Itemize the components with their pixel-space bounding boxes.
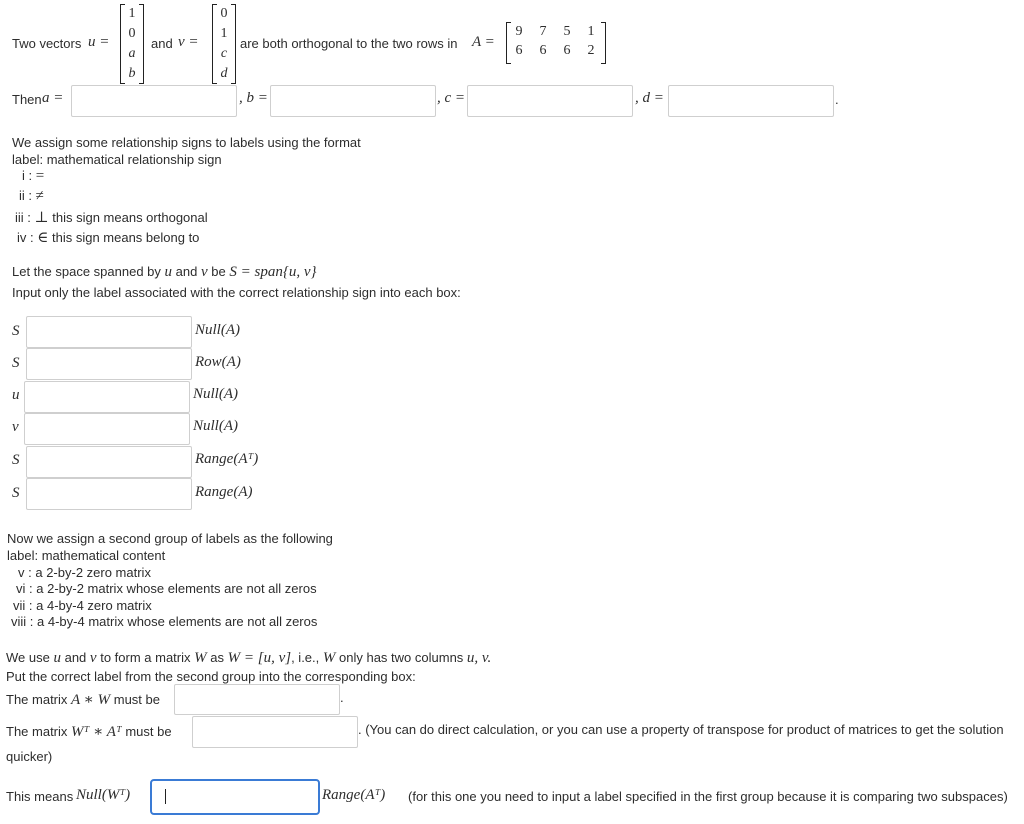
- item-label: iii :: [15, 210, 31, 225]
- item-label: ii :: [19, 188, 32, 203]
- aw-math: A ∗ W: [71, 692, 111, 708]
- means-right: Range(Aᵀ): [322, 787, 386, 803]
- span-be: be: [211, 264, 226, 279]
- row-right: Null(A): [193, 386, 238, 402]
- u-entry: 0: [128, 26, 136, 41]
- w-line1: [6, 650, 491, 667]
- relationship-input[interactable]: [26, 348, 192, 380]
- w-W: W: [194, 650, 207, 666]
- matrix-A: [506, 22, 606, 64]
- w-v: v: [89, 650, 97, 666]
- row-left: S: [12, 452, 20, 468]
- u-entry: a: [128, 46, 136, 61]
- group2-item: [16, 581, 317, 596]
- a-entry: 1: [587, 24, 595, 39]
- group2-line1: Now we assign a second group of labels as the following: [7, 531, 333, 546]
- group1-line1: We assign some relationship signs to labels using the format: [12, 135, 361, 150]
- aw-input[interactable]: [174, 684, 340, 715]
- relationship-input[interactable]: [24, 413, 190, 445]
- item-label: viii :: [11, 614, 34, 629]
- wt-pre: The matrix: [6, 724, 68, 739]
- w-text: , i.e.,: [291, 650, 320, 665]
- span-line1: [12, 264, 316, 281]
- row-left: u: [12, 387, 20, 403]
- item-sign: =: [35, 168, 45, 184]
- c-input[interactable]: [467, 85, 633, 117]
- a-entry: 5: [563, 24, 571, 39]
- a-input[interactable]: [71, 85, 237, 117]
- wt-line: [6, 722, 172, 741]
- row-right: Range(Aᵀ): [195, 451, 259, 467]
- span-and: and: [175, 264, 198, 279]
- v-entry: 1: [220, 26, 228, 41]
- item-label: iv :: [17, 230, 34, 245]
- w-line2: Put the correct label from the second group into the corresponding box:: [6, 669, 416, 684]
- w-cols: u, v.: [466, 650, 492, 666]
- group1-item: [15, 208, 208, 227]
- d-eq: , d =: [635, 90, 664, 106]
- span-line2: Input only the label associated with the correct relationship sign into each box:: [12, 285, 461, 300]
- intro-text: Two vectors: [12, 36, 82, 51]
- a-entry: 6: [515, 43, 523, 58]
- w-text: only has two columns: [339, 650, 464, 665]
- row-right: Null(A): [195, 322, 240, 338]
- means-pre: This means: [6, 789, 74, 804]
- b-input[interactable]: [270, 85, 436, 117]
- a-entry: 6: [563, 43, 571, 58]
- item-sign: ∈: [37, 230, 49, 246]
- a-entry: 6: [539, 43, 547, 58]
- item-label: v :: [18, 565, 32, 580]
- A-eq: A =: [472, 34, 495, 50]
- relationship-input[interactable]: [26, 478, 192, 510]
- u-entry: 1: [128, 6, 136, 21]
- relationship-input[interactable]: [26, 446, 192, 478]
- and-text: and: [151, 36, 173, 51]
- group1-item: [22, 168, 44, 185]
- period: .: [835, 92, 839, 107]
- w-text: We use: [6, 650, 50, 665]
- wt-note: . (You can do direct calculation, or you can use a property of transpose for product of matrices to get the solution: [358, 722, 1004, 737]
- a-eq: a =: [42, 90, 64, 106]
- span-v: v: [200, 264, 208, 280]
- aw-period: .: [340, 690, 344, 705]
- means-math: Null(Wᵀ): [76, 787, 131, 803]
- w-u: u: [53, 650, 61, 666]
- v-entry: 0: [220, 6, 228, 21]
- wt-note2: quicker): [6, 749, 53, 764]
- span-pre: Let the space spanned by: [12, 264, 161, 279]
- aw-line: [6, 690, 160, 709]
- row-right: Range(A): [195, 484, 253, 500]
- row-left: S: [12, 323, 20, 339]
- v-eq: v =: [178, 34, 199, 50]
- item-desc: this sign means belong to: [51, 230, 200, 245]
- row-left: S: [12, 355, 20, 371]
- item-label: vi :: [16, 581, 33, 596]
- w-and: and: [64, 650, 87, 665]
- row-left: v: [12, 419, 19, 435]
- group2-item: [18, 565, 151, 580]
- a-entry: 7: [539, 24, 547, 39]
- span-math: S = span{u, v}: [229, 264, 317, 280]
- d-input[interactable]: [668, 85, 834, 117]
- item-text: a 4-by-4 zero matrix: [36, 598, 152, 613]
- c-eq: , c =: [437, 90, 466, 106]
- relationship-input[interactable]: [26, 316, 192, 348]
- b-eq: , b =: [239, 90, 268, 106]
- wt-input[interactable]: [192, 716, 358, 748]
- u-eq: u =: [88, 34, 110, 50]
- row-right: Null(A): [193, 418, 238, 434]
- group2-item: [13, 598, 152, 613]
- item-label: i :: [22, 168, 33, 183]
- w-text: to form a matrix: [100, 650, 191, 665]
- wt-math: Wᵀ ∗ Aᵀ: [71, 724, 122, 740]
- group1-item: [19, 188, 44, 205]
- row-left: S: [12, 485, 20, 501]
- item-text: a 2-by-2 zero matrix: [35, 565, 151, 580]
- v-entry: d: [220, 66, 228, 81]
- means-note: (for this one you need to input a label specified in the first group because it is comparing two subspaces): [408, 789, 1008, 804]
- group1-item: [17, 228, 199, 247]
- v-entry: c: [220, 46, 228, 61]
- w-def: W = [u, v]: [227, 650, 292, 666]
- aw-post: must be: [113, 692, 160, 707]
- aw-pre: The matrix: [6, 692, 68, 707]
- item-sign: ≠: [35, 188, 44, 204]
- u-vector: [120, 4, 144, 84]
- a-entry: 2: [587, 43, 595, 58]
- row-right: Row(A): [195, 354, 241, 370]
- wt-post: must be: [125, 724, 172, 739]
- v-vector: [212, 4, 236, 84]
- text-caret: [165, 789, 166, 804]
- item-label: vii :: [13, 598, 33, 613]
- orth-text: are both orthogonal to the two rows in: [240, 36, 458, 51]
- means-input[interactable]: [150, 779, 320, 815]
- group2-line2: label: mathematical content: [7, 548, 166, 563]
- w-as: as: [210, 650, 224, 665]
- item-sign: ⊥: [34, 210, 49, 226]
- group2-item: [11, 614, 317, 629]
- relationship-input[interactable]: [24, 381, 190, 413]
- w-W: W: [322, 650, 336, 666]
- group1-line2: label: mathematical relationship sign: [12, 152, 222, 167]
- a-entry: 9: [515, 24, 523, 39]
- item-text: a 2-by-2 matrix whose elements are not all zeros: [36, 581, 317, 596]
- u-entry: b: [128, 66, 136, 81]
- item-desc: this sign means orthogonal: [52, 210, 208, 225]
- item-text: a 4-by-4 matrix whose elements are not all zeros: [37, 614, 318, 629]
- span-u: u: [164, 264, 173, 280]
- then-text: Then: [12, 92, 42, 107]
